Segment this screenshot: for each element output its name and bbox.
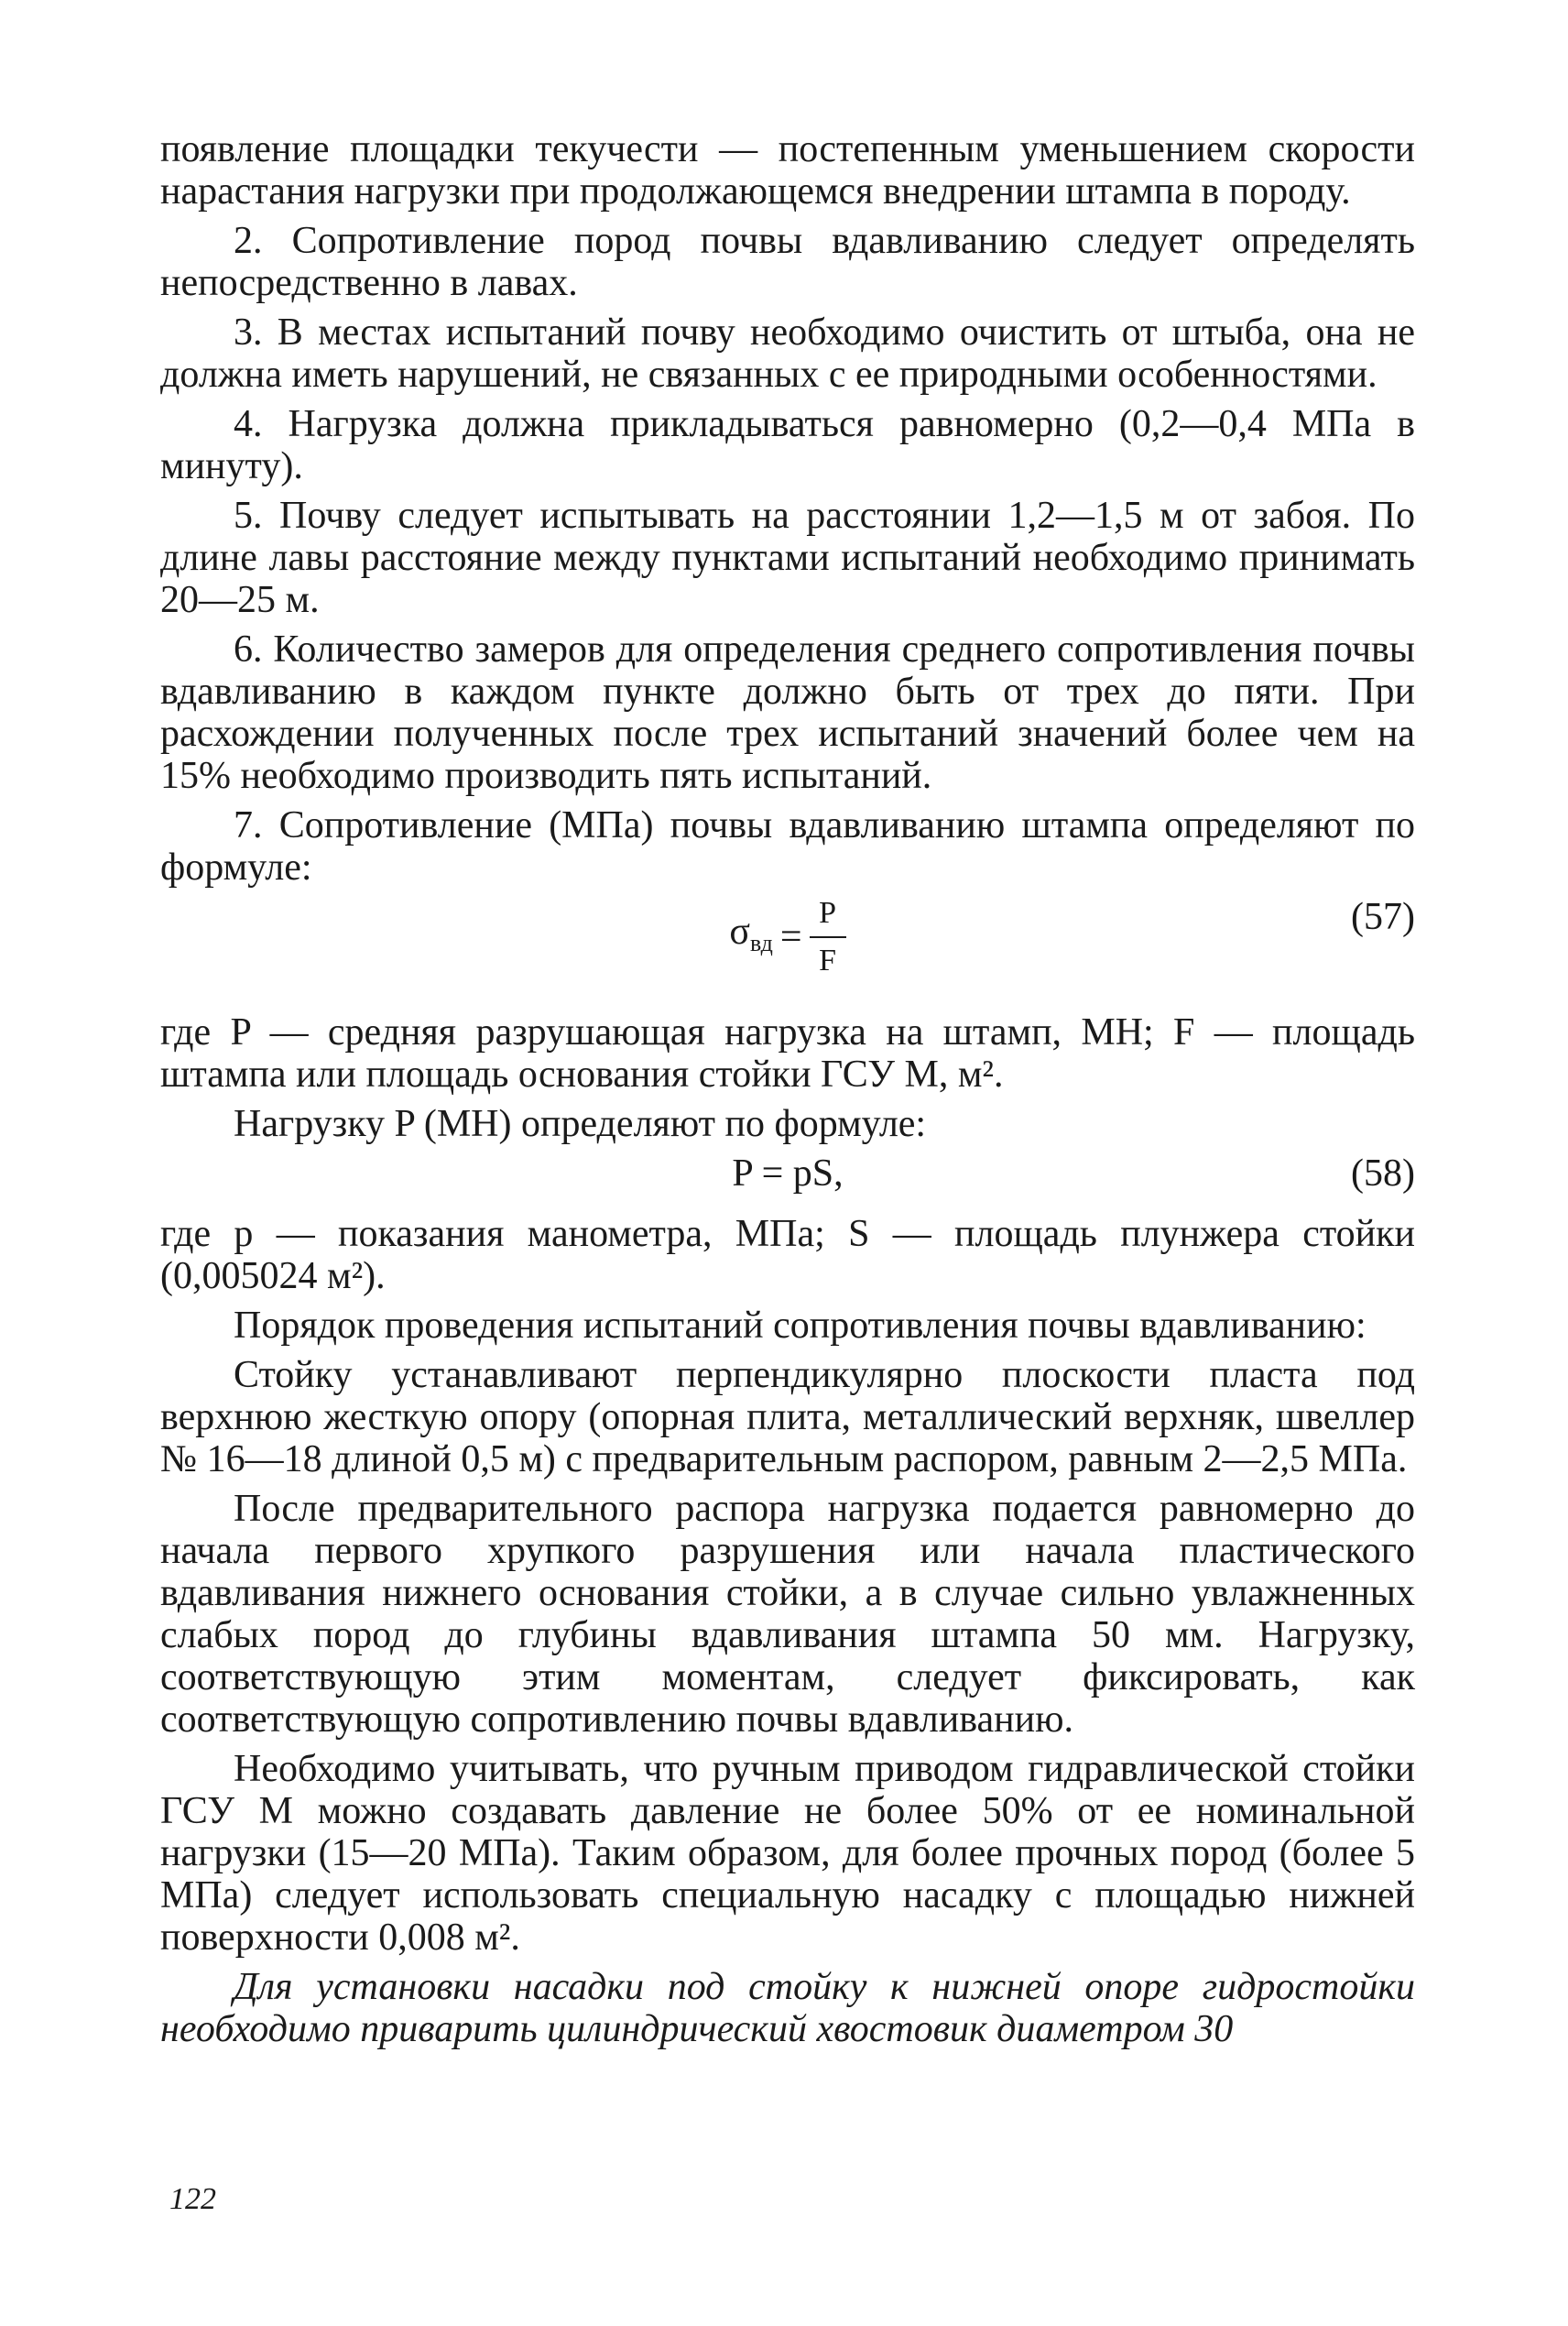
text-block-bottom: [160, 1213, 1415, 2050]
equation-number: (57): [1351, 896, 1415, 938]
formula-equals: =: [779, 916, 802, 958]
paragraph: где P — средняя разрушающая нагрузка на штамп, МН; F — площадь штампа или площадь основания стойки ГСУ М, м².: [160, 1011, 1415, 1096]
fraction-bar: [810, 936, 846, 938]
page-body: [160, 128, 1415, 2058]
formula-denominator: F: [819, 944, 837, 977]
paragraph: 2. Сопротивление пород почвы вдавливанию следует определять непосредственно в лавах.: [160, 220, 1415, 304]
paragraph: Нагрузку P (МН) определяют по формуле:: [234, 1103, 927, 1145]
formula-numerator: P: [819, 896, 837, 930]
paragraph: Порядок проведения испытаний сопротивления почвы вдавливанию:: [234, 1305, 1367, 1347]
paragraph: Необходимо учитывать, что ручным приводом гидравлической стойки ГСУ М можно создавать давление не более 50% от ее номинальной нагрузки (15—20 МПа). Таким образом, для более прочных пород (более 5 МПа) следует использовать специальную насадку с площадью нижней поверхности 0,008 м².: [160, 1748, 1415, 1959]
paragraph: Для установки насадки под стойку к нижней опоре гидростойки необходимо приварить цилиндрический хвостовик диаметром 30: [160, 1966, 1415, 2050]
formula-58: [160, 1152, 1415, 1207]
paragraph: где p — показания манометра, МПа; S — площадь плунжера стойки (0,005024 м²).: [160, 1213, 1415, 1297]
text-block-top: [160, 128, 1415, 889]
paragraph: 3. В местах испытаний почву необходимо очистить от штыба, она не должна иметь нарушений, не связанных с ее природными особенностями.: [160, 311, 1415, 396]
paragraph: 6. Количество замеров для определения среднего сопротивления почвы вдавливанию в каждом пункте должно быть от трех до пяти. При расхождении полученных после трех испытаний значений более чем на 15% необходимо производить пять испытаний.: [160, 628, 1415, 797]
paragraph: появление площадки текучести — постепенным уменьшением скорости нарастания нагрузки при продолжающемся внедрении штампа в породу.: [160, 128, 1415, 213]
paragraph: Стойку устанавливают перпендикулярно плоскости пласта под верхнюю жесткую опору (опорная плита, металлический верхняк, швеллер № 16—18 длиной 0,5 м) с предварительным распором, равным 2—2,5 МПа.: [160, 1354, 1415, 1480]
paragraph: 5. Почву следует испытывать на расстоянии 1,2—1,5 м от забоя. По длине лавы расстояние между пунктами испытаний необходимо принимать 20—25 м.: [160, 495, 1415, 621]
formula-lhs-subscript: вд: [750, 929, 773, 956]
equation-number: (58): [1351, 1152, 1415, 1195]
formula-lhs: $\sigma_{вд}$: [729, 910, 773, 956]
paragraph: После предварительного распора нагрузка подается равномерно до начала первого хрупкого разрушения или начала пластического вдавливания нижнего основания стойки, а в случае сильно увлажненных слабых пород до глубины вдавливания штампа 50 мм. Нагрузку, соответствующую этим моментам, следует фиксировать, как соответствующую сопротивлению почвы вдавливанию.: [160, 1488, 1415, 1741]
paragraph: 4. Нагрузка должна прикладываться равномерно (0,2—0,4 МПа в минуту).: [160, 403, 1415, 487]
page-number: 122: [169, 2182, 216, 2216]
paragraph: 7. Сопротивление (МПа) почвы вдавливанию штампа определяют по формуле:: [160, 804, 1415, 889]
formula-57: [160, 896, 1415, 1006]
formula-fraction: [810, 896, 846, 978]
text-block-mid: [160, 1011, 1415, 1145]
formula-expression: P = pS,: [732, 1152, 844, 1195]
